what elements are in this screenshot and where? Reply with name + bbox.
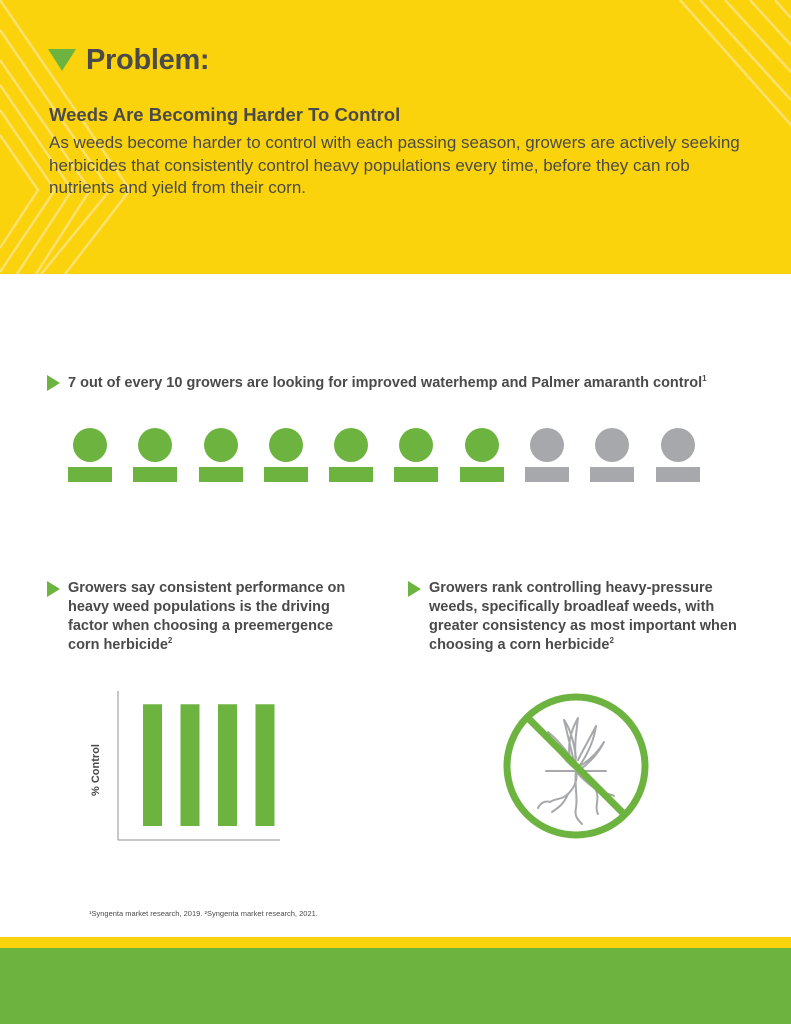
problem-heading bbox=[48, 40, 209, 80]
footer-green-band bbox=[0, 948, 791, 1024]
left-footnote-ref: 2 bbox=[167, 636, 173, 646]
grower-icon-gray bbox=[656, 428, 700, 484]
footer-yellow-band bbox=[0, 937, 791, 948]
grower-icon-highlighted bbox=[68, 428, 112, 484]
grower-icon-gray bbox=[525, 428, 569, 484]
grower-icon-highlighted bbox=[199, 428, 243, 484]
person-body bbox=[68, 467, 112, 482]
right-column-body: Growers rank controlling heavy-pressure weeds, specifically broadleaf weeds, with greater consistency as most important when choosing a corn herbicide bbox=[429, 580, 737, 653]
chart-bar bbox=[181, 704, 200, 826]
weed-plant-icon bbox=[538, 718, 614, 824]
person-head bbox=[595, 428, 629, 462]
stat-text-body: 7 out of every 10 growers are looking for improved waterhemp and Palmer amaranth control bbox=[68, 375, 703, 391]
grower-icon-highlighted bbox=[329, 428, 373, 484]
person-head bbox=[530, 428, 564, 462]
triangle-down-icon bbox=[48, 49, 76, 71]
y-axis-label: % Control bbox=[90, 744, 102, 796]
hero-banner bbox=[0, 0, 791, 274]
left-column-body: Growers say consistent performance on heavy weed populations is the driving factor when choosing a preemergence corn herbicide bbox=[68, 580, 346, 653]
person-head bbox=[334, 428, 368, 462]
person-body bbox=[656, 467, 700, 482]
person-head bbox=[269, 428, 303, 462]
triangle-right-icon bbox=[47, 581, 60, 597]
bars-group bbox=[143, 704, 275, 826]
intro-paragraph: As weeds become harder to control with each passing season, growers are actively seeking herbicides that consistently control heavy populations every time, before they can rob nutrients and yield from their corn. bbox=[49, 133, 740, 197]
stat-text bbox=[68, 375, 707, 391]
right-column-heading bbox=[408, 579, 738, 655]
right-column-text bbox=[429, 579, 738, 655]
person-body bbox=[199, 467, 243, 482]
chart-bar bbox=[256, 704, 275, 826]
footnote: ¹Syngenta market research, 2019. ²Syngenta market research, 2021. bbox=[89, 909, 318, 918]
left-column-heading bbox=[47, 579, 357, 655]
page-title: Problem: bbox=[86, 43, 210, 76]
chart-bar bbox=[143, 704, 162, 826]
triangle-right-icon bbox=[47, 375, 60, 391]
person-head bbox=[399, 428, 433, 462]
stat-footnote-ref: 1 bbox=[702, 374, 707, 384]
right-footnote-ref: 2 bbox=[609, 636, 614, 646]
grower-icon-gray bbox=[590, 428, 634, 484]
section-subtitle: Weeds Are Becoming Harder To Control bbox=[49, 104, 401, 125]
grower-icon-highlighted bbox=[460, 428, 504, 484]
stat-headline bbox=[47, 375, 707, 391]
person-head bbox=[73, 428, 107, 462]
no-weed-icon bbox=[498, 688, 654, 844]
left-column-text bbox=[68, 579, 357, 655]
person-body bbox=[394, 467, 438, 482]
person-body bbox=[133, 467, 177, 482]
person-head bbox=[465, 428, 499, 462]
person-head bbox=[204, 428, 238, 462]
person-head bbox=[661, 428, 695, 462]
person-body bbox=[460, 467, 504, 482]
chart-bar bbox=[218, 704, 237, 826]
grower-icon-highlighted bbox=[394, 428, 438, 484]
grower-pictogram bbox=[68, 428, 721, 484]
triangle-right-icon bbox=[408, 581, 421, 597]
person-body bbox=[329, 467, 373, 482]
person-head bbox=[138, 428, 172, 462]
person-body bbox=[590, 467, 634, 482]
person-body bbox=[525, 467, 569, 482]
grower-icon-highlighted bbox=[133, 428, 177, 484]
grower-icon-highlighted bbox=[264, 428, 308, 484]
person-body bbox=[264, 467, 308, 482]
control-bar-chart bbox=[80, 685, 290, 847]
